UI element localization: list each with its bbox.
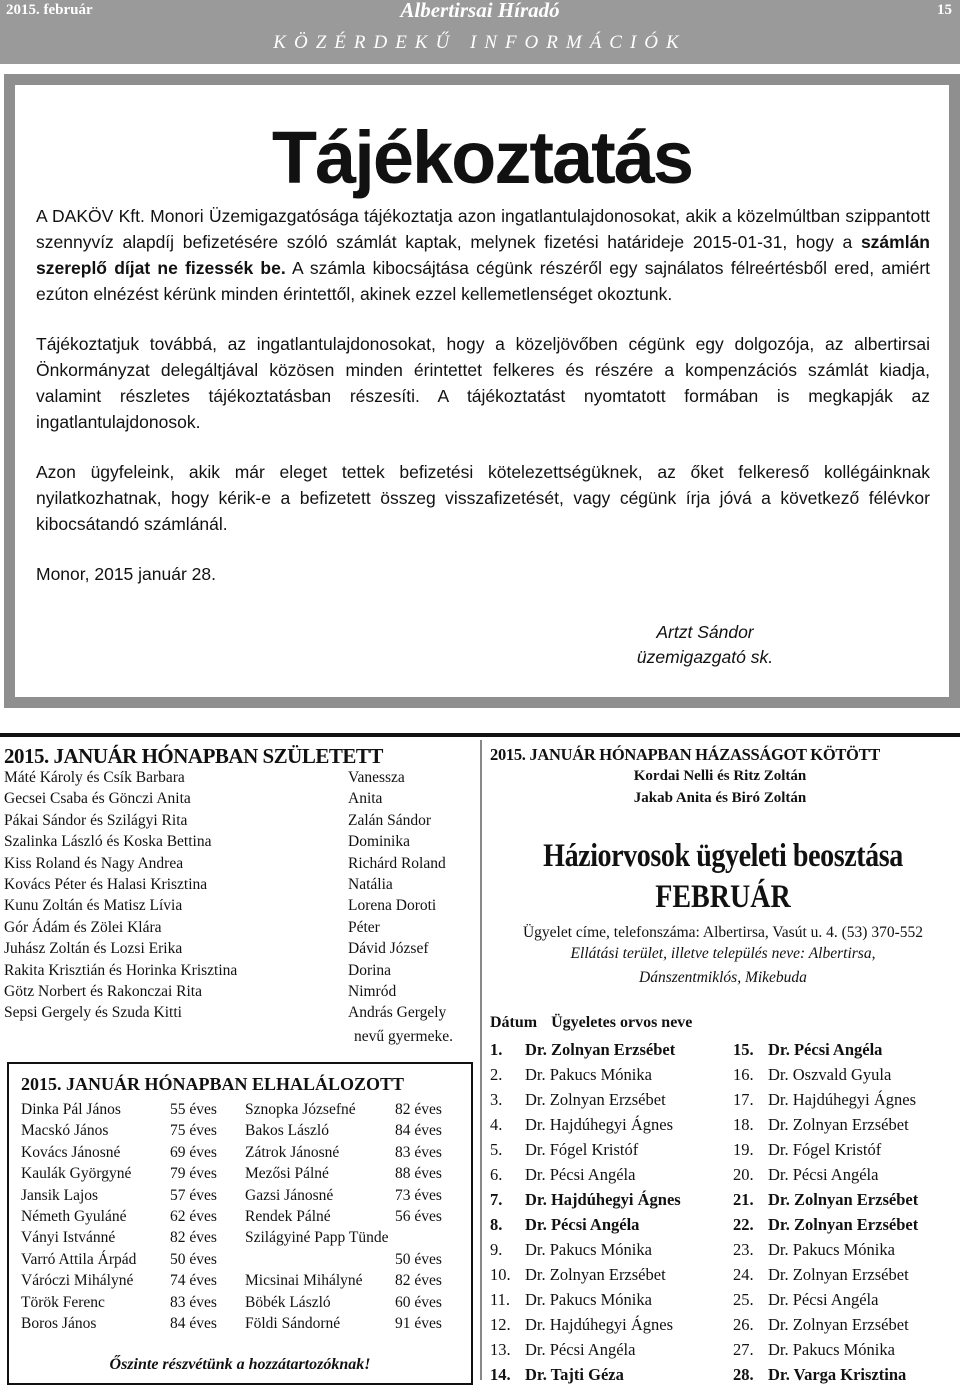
schedule-day: 11. <box>490 1290 511 1309</box>
signer-name: Artzt Sándor <box>656 622 754 642</box>
birth-parents: Sepsi Gergely és Szuda Kitti <box>4 1004 182 1022</box>
schedule-date-header: Dátum <box>490 1014 538 1031</box>
deceased-name: Kovács Jánosné <box>21 1143 121 1161</box>
birth-child: Richárd Roland <box>348 854 446 872</box>
death-row <box>9 1187 471 1208</box>
schedule-entry <box>490 1040 720 1065</box>
section-title: KÖZÉRDEKŰ INFORMÁCIÓK <box>273 32 687 53</box>
schedule-doctor: Dr. Fógel Kristóf <box>525 1140 639 1159</box>
notice-paragraph-2: Tájékoztatjuk továbbá, az ingatlantulajdonosokat, hogy a közeljövőben cégünk egy dolgozója, az albertirsai Önkormányzat delegáltjával közösen minden érintettet felkeres és részére a kompenzációs számlát kiadja, valamint részletes tájékoztatásban részesíti. A tájékoztatást nyomtatott formában is megkapják az ingatlantulajdonosok. <box>36 334 930 432</box>
schedule-entry <box>733 1065 958 1090</box>
deceased-age: 83 éves <box>170 1293 217 1311</box>
deceased-name: Sznopka Józsefné <box>245 1101 356 1118</box>
death-row <box>9 1251 471 1272</box>
death-row <box>9 1122 471 1143</box>
page-header <box>0 0 960 64</box>
deceased-name: Váróczi Mihályné <box>21 1272 134 1290</box>
deceased-name: Mezősi Pálné <box>245 1165 329 1183</box>
schedule-doctor: Dr. Pécsi Angéla <box>525 1215 640 1234</box>
birth-parents: Götz Norbert és Rakonczai Rita <box>4 982 202 1000</box>
column-divider <box>480 740 482 1380</box>
deceased-age: 88 éves <box>395 1165 442 1183</box>
deaths-title: 2015. JANUÁR HÓNAPBAN ELHALÁLOZOTT <box>21 1074 405 1094</box>
schedule-doctor: Dr. Fógel Kristóf <box>768 1140 882 1159</box>
birth-child: Nimród <box>348 982 397 1000</box>
schedule-doctor: Dr. Pécsi Angéla <box>525 1165 636 1184</box>
birth-parents: Gecsei Csaba és Gönczi Anita <box>4 790 191 808</box>
newspaper-title: Albertirsai Híradó <box>400 0 560 22</box>
deceased-name: Földi Sándorné <box>245 1314 341 1332</box>
schedule-header <box>490 1014 960 1032</box>
birth-child: Anita <box>348 790 383 808</box>
deceased-age: 73 éves <box>395 1186 442 1204</box>
schedule-day: 4. <box>490 1115 503 1134</box>
notice-emphasis: számlán szereplő díjat ne fizessék be. <box>36 232 930 278</box>
signer-role: üzemigazgató sk. <box>636 647 774 667</box>
schedule-day: 10. <box>490 1265 511 1284</box>
notice-paragraph-3: Azon ügyfeleink, akik már eleget tettek befizetési kötelezettségüknek, az őket felkereső kollégáinknak nyilatkozhatnak, hogy kérik-e a befizetett összeg visszafizetését, vagy cégünk írja jóvá a következő félévkor kibocsátandó számlánál. <box>36 462 930 534</box>
deceased-age: 82 éves <box>395 1272 442 1290</box>
schedule-doctor: Dr. Varga Krisztina <box>768 1365 907 1384</box>
birth-child: András Gergely <box>348 1004 447 1022</box>
death-row <box>9 1144 471 1165</box>
schedule-doctor: Dr. Zolnyan Erzsébet <box>525 1265 666 1284</box>
horizontal-divider <box>0 733 960 737</box>
schedule-day: 27. <box>733 1340 754 1359</box>
schedule-doctor: Dr. Zolnyan Erzsébet <box>768 1115 909 1134</box>
deceased-name: Böbék László <box>245 1293 331 1311</box>
births-title: 2015. JANUÁR HÓNAPBAN SZÜLETETT <box>4 744 383 768</box>
deceased-age: 79 éves <box>170 1165 217 1183</box>
schedule-entry <box>490 1190 720 1215</box>
duty-title: Háziorvosok ügyeleti beosztása <box>543 838 903 874</box>
deceased-name: Varró Attila Árpád <box>21 1250 137 1268</box>
duty-header <box>488 838 958 990</box>
schedule-doctor: Dr. Pécsi Angéla <box>525 1340 636 1359</box>
schedule-entry <box>733 1190 958 1215</box>
schedule-entry <box>733 1215 958 1240</box>
birth-parents: Pákai Sándor és Szilágyi Rita <box>4 811 188 829</box>
deceased-age: 55 éves <box>170 1101 217 1118</box>
deceased-age: 82 éves <box>395 1101 442 1118</box>
deceased-age: 82 éves <box>170 1229 217 1247</box>
deceased-age: 84 éves <box>395 1122 442 1140</box>
schedule-day: 22. <box>733 1215 754 1234</box>
birth-row <box>4 897 474 918</box>
notice-text: A számla kibocsájtása cégünk részéről egy sajnálatos félreértésből ered, amiért ezúton elnézést kérünk minden érintettől, akinek ezzel kellemetlenséget okoztunk. <box>36 258 931 304</box>
birth-child: Lorena Doroti <box>348 897 437 915</box>
deceased-age: 69 éves <box>170 1143 217 1161</box>
schedule-entry <box>490 1065 720 1090</box>
schedule-entry <box>490 1265 720 1290</box>
schedule-doctor: Dr. Pécsi Angéla <box>768 1290 879 1309</box>
deceased-age: 56 éves <box>395 1207 442 1225</box>
schedule-day: 19. <box>733 1140 754 1159</box>
schedule-day: 5. <box>490 1140 503 1159</box>
death-row <box>9 1229 471 1250</box>
notice-title: Tájékoztatás <box>271 116 693 199</box>
death-row <box>9 1101 471 1122</box>
schedule-day: 13. <box>490 1340 511 1359</box>
birth-child: Vanessza <box>348 769 405 786</box>
deceased-age: 57 éves <box>170 1186 217 1204</box>
death-row <box>9 1208 471 1229</box>
schedule-day: 15. <box>733 1040 754 1059</box>
schedule-day: 2. <box>490 1065 503 1084</box>
schedule-entry <box>733 1115 958 1140</box>
schedule-entry <box>490 1215 720 1240</box>
schedule-day: 25. <box>733 1290 754 1309</box>
schedule-day: 18. <box>733 1115 754 1134</box>
schedule-day: 16. <box>733 1065 754 1084</box>
page-number: 15 <box>937 2 952 18</box>
death-row <box>9 1272 471 1293</box>
schedule-doctor: Dr. Zolnyan Erzsébet <box>525 1040 676 1059</box>
deceased-age: 75 éves <box>170 1122 217 1140</box>
birth-parents: Kiss Roland és Nagy Andrea <box>4 854 184 872</box>
marriages-section <box>490 745 920 809</box>
schedule-entry <box>490 1315 720 1340</box>
birth-row <box>4 940 474 961</box>
schedule-doctor: Dr. Pécsi Angéla <box>768 1165 879 1184</box>
deaths-box <box>7 1062 473 1385</box>
deceased-name: Szilágyiné Papp Tünde <box>245 1229 389 1247</box>
schedule-entry <box>733 1340 958 1365</box>
schedule-entry <box>733 1315 958 1340</box>
schedule-day: 28. <box>733 1365 754 1384</box>
schedule-doctor: Dr. Pakucs Mónika <box>768 1340 895 1359</box>
deceased-age: 83 éves <box>395 1143 442 1161</box>
death-row <box>9 1315 471 1336</box>
schedule-day: 6. <box>490 1165 503 1184</box>
notice-body <box>36 203 930 611</box>
schedule-entry <box>490 1340 720 1365</box>
deceased-name: Boros János <box>21 1314 97 1332</box>
notice-box <box>4 74 960 708</box>
deceased-name: Micsinai Mihályné <box>245 1272 363 1290</box>
births-suffix: nevű gyermeke. <box>354 1028 453 1045</box>
birth-parents: Gór Ádám és Zölei Klára <box>4 918 162 936</box>
deceased-name: Jansik Lajos <box>21 1186 99 1204</box>
schedule-doctor: Dr. Pakucs Mónika <box>525 1065 652 1084</box>
birth-row <box>4 983 474 1004</box>
deceased-age: 91 éves <box>395 1314 442 1332</box>
schedule-entry <box>733 1140 958 1165</box>
schedule-doctor: Dr. Pakucs Mónika <box>525 1290 652 1309</box>
deaths-list <box>9 1101 471 1336</box>
death-row <box>9 1294 471 1315</box>
birth-row <box>4 855 474 876</box>
duty-address: Ügyelet címe, telefonszáma: Albertirsa, Vasút u. 4. (53) 370-552 <box>522 924 924 941</box>
notice-paragraph-1 <box>36 203 930 307</box>
birth-row <box>4 812 474 833</box>
schedule-column-right <box>733 1040 958 1390</box>
schedule-day: 14. <box>490 1365 511 1384</box>
deceased-name: Rendek Pálné <box>245 1207 331 1225</box>
birth-row <box>4 1004 474 1025</box>
marriage-couple: Kordai Nelli és Ritz Zoltán <box>633 768 807 784</box>
signature-block <box>605 620 805 670</box>
deceased-age: 74 éves <box>170 1272 217 1290</box>
deceased-name: Gazsi Jánosné <box>245 1186 334 1204</box>
schedule-entry <box>490 1140 720 1165</box>
schedule-entry <box>733 1365 958 1390</box>
schedule-day: 12. <box>490 1315 511 1334</box>
schedule-day: 24. <box>733 1265 754 1284</box>
deceased-name: Török Ferenc <box>21 1293 105 1311</box>
schedule-doctor: Dr. Pakucs Mónika <box>525 1240 652 1259</box>
deceased-name: Ványi Istvánné <box>21 1229 116 1247</box>
schedule-doctor: Dr. Zolnyan Erzsébet <box>525 1090 666 1109</box>
duty-area-line: Ellátási terület, illetve település neve: Albertirsa, <box>570 945 876 962</box>
deceased-name: Németh Gyuláné <box>21 1207 127 1225</box>
schedule-doctor: Dr. Zolnyan Erzsébet <box>768 1215 919 1234</box>
birth-parents: Kunu Zoltán és Matisz Lívia <box>4 897 183 915</box>
notice-place-date: Monor, 2015 január 28. <box>36 564 216 584</box>
schedule-day: 17. <box>733 1090 754 1109</box>
schedule-entry <box>490 1115 720 1140</box>
birth-row <box>4 962 474 983</box>
schedule-entry <box>490 1365 720 1390</box>
schedule-column-left <box>490 1040 720 1390</box>
deceased-age: 62 éves <box>170 1207 217 1225</box>
schedule-doctor: Dr. Hajdúhegyi Ágnes <box>768 1090 917 1109</box>
schedule-entry <box>733 1040 958 1065</box>
schedule-entry <box>733 1090 958 1115</box>
birth-row <box>4 769 474 790</box>
birth-row <box>4 790 474 811</box>
schedule-day: 26. <box>733 1315 754 1334</box>
schedule-entry <box>733 1165 958 1190</box>
schedule-entry <box>490 1090 720 1115</box>
schedule-doctor: Dr. Oszvald Gyula <box>768 1065 892 1084</box>
duty-month: FEBRUÁR <box>655 879 791 915</box>
death-row <box>9 1165 471 1186</box>
birth-parents: Kovács Péter és Halasi Krisztina <box>4 875 208 893</box>
schedule-day: 8. <box>490 1215 503 1234</box>
birth-parents: Máté Károly és Csík Barbara <box>4 769 185 786</box>
schedule-day: 3. <box>490 1090 503 1109</box>
schedule-day: 23. <box>733 1240 754 1259</box>
deceased-name: Kaulák Györgyné <box>21 1165 132 1183</box>
schedule-day: 9. <box>490 1240 503 1259</box>
schedule-doctor: Dr. Zolnyan Erzsébet <box>768 1265 909 1284</box>
deceased-name: Macskó János <box>21 1122 109 1140</box>
birth-child: Natália <box>348 875 393 893</box>
birth-child: Péter <box>348 918 380 936</box>
schedule-doctor-header: Ügyeletes orvos neve <box>551 1014 693 1031</box>
marriage-couple: Jakab Anita és Biró Zoltán <box>633 790 807 806</box>
birth-row <box>4 919 474 940</box>
birth-parents: Szalinka László és Koska Bettina <box>4 833 212 851</box>
schedule-doctor: Dr. Hajdúhegyi Ágnes <box>525 1115 674 1134</box>
births-list <box>4 769 474 1026</box>
duty-area-line: Dánszentmiklós, Mikebuda <box>639 969 807 986</box>
deceased-age: 50 éves <box>170 1250 217 1268</box>
births-section <box>4 744 474 1045</box>
birth-child: Dominika <box>348 833 410 851</box>
schedule-entry <box>490 1240 720 1265</box>
schedule-doctor: Dr. Hajdúhegyi Ágnes <box>525 1315 674 1334</box>
birth-row <box>4 876 474 897</box>
notice-text: A DAKÖV Kft. Monori Üzemigazgatósága tájékoztatja azon ingatlantulajdonosokat, akik a közelmúltban szippantott szennyvíz alapdíj befizetésére szóló számlát kaptak, melynek fizetési határideje 2015-01-31, hogy a <box>36 206 930 252</box>
issue-date: 2015. február <box>6 2 93 18</box>
deceased-name: Bakos László <box>245 1122 329 1140</box>
birth-child: Dorina <box>348 961 392 979</box>
schedule-doctor: Dr. Pécsi Angéla <box>768 1040 883 1059</box>
schedule-entry <box>490 1290 720 1315</box>
schedule-doctor: Dr. Zolnyan Erzsébet <box>768 1315 909 1334</box>
birth-child: Dávid József <box>348 940 429 958</box>
birth-parents: Juhász Zoltán és Lozsi Erika <box>4 940 183 958</box>
marriages-title: 2015. JANUÁR HÓNAPBAN HÁZASSÁGOT KÖTÖTT <box>490 745 881 764</box>
schedule-entry <box>733 1290 958 1315</box>
schedule-doctor: Dr. Hajdúhegyi Ágnes <box>525 1190 681 1209</box>
deceased-age: 50 éves <box>395 1250 442 1268</box>
schedule-entry <box>733 1240 958 1265</box>
birth-child: Zalán Sándor <box>348 811 432 829</box>
schedule-doctor: Dr. Pakucs Mónika <box>768 1240 895 1259</box>
condolence-line: Őszinte részvétünk a hozzátartozóknak! <box>109 1356 371 1373</box>
birth-parents: Rakita Krisztián és Horinka Krisztina <box>4 961 238 979</box>
deceased-age: 60 éves <box>395 1293 442 1311</box>
schedule-day: 1. <box>490 1040 503 1059</box>
schedule-doctor: Dr. Tajti Géza <box>525 1365 624 1384</box>
birth-row <box>4 833 474 854</box>
deceased-name: Dinka Pál János <box>21 1101 121 1118</box>
schedule-doctor: Dr. Zolnyan Erzsébet <box>768 1190 919 1209</box>
schedule-entry <box>490 1165 720 1190</box>
schedule-day: 20. <box>733 1165 754 1184</box>
deceased-name: Zátrok Jánosné <box>245 1143 340 1161</box>
deceased-age: 84 éves <box>170 1314 217 1332</box>
schedule-day: 7. <box>490 1190 503 1209</box>
schedule-entry <box>733 1265 958 1290</box>
duty-schedule <box>490 1014 960 1384</box>
schedule-day: 21. <box>733 1190 754 1209</box>
